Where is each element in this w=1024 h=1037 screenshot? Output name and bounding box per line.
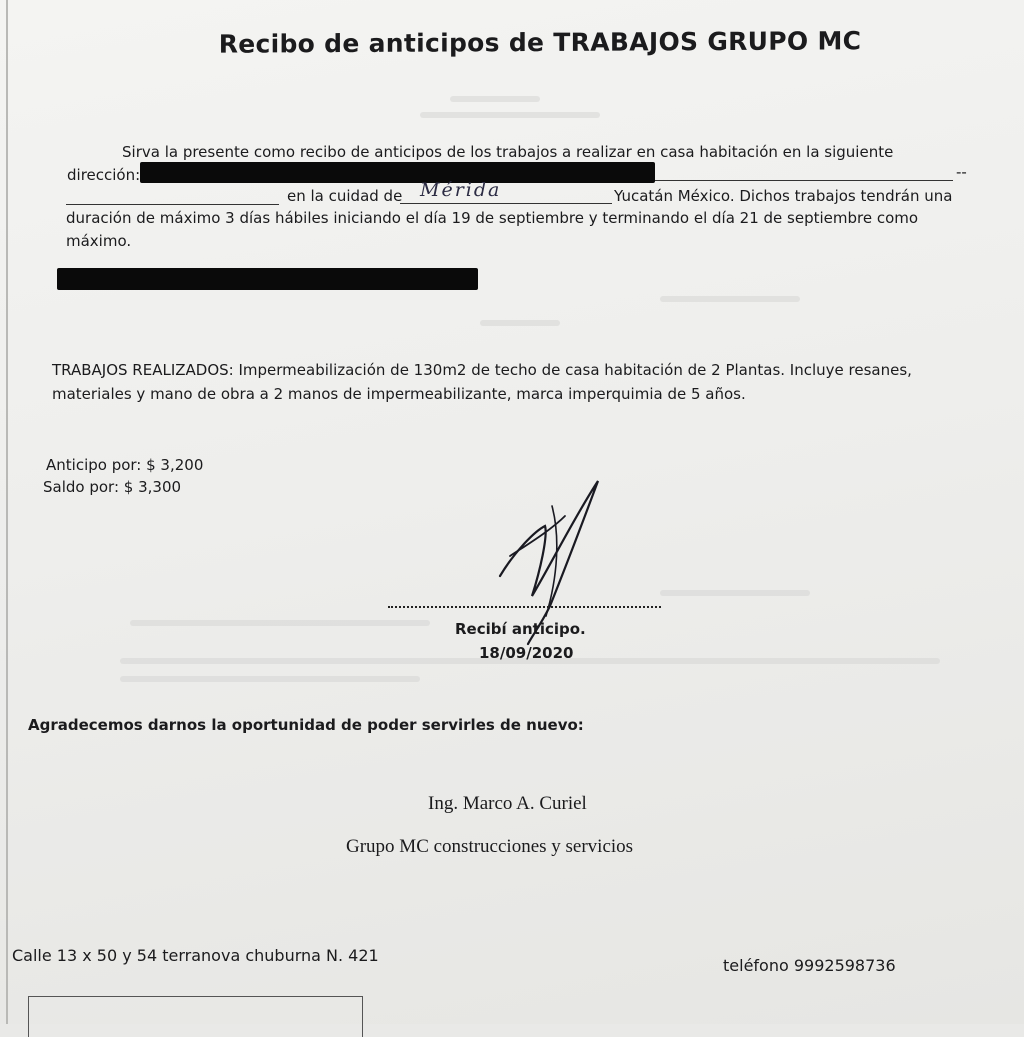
signer-name: Ing. Marco A. Curiel [428,793,587,814]
show-through-mark [480,320,560,326]
ciudad-prefix: en la cuidad de [287,187,403,205]
receipt-date: 18/09/2020 [479,644,574,662]
ciudad-handwritten: Mérida [420,179,502,201]
intro-text: Sirva la presente como recibo de anticipos de los trabajos a realizar en casa habitación en la siguiente [122,143,894,161]
maximo-text: máximo. [66,232,132,250]
show-through-mark [130,620,430,626]
show-through-mark [660,590,810,596]
ciudad-underline [400,203,612,204]
saldo-amount: Saldo por: $ 3,300 [43,478,182,496]
company-address: Calle 13 x 50 y 54 terranova chuburna N. 421 [12,946,379,965]
show-through-mark [120,676,420,682]
direccion-dash: -- [956,163,967,181]
signer-company: Grupo MC construcciones y servicios [346,836,634,857]
company-phone: teléfono 9992598736 [723,956,896,975]
address-underline [655,180,953,181]
show-through-mark [450,96,540,102]
trabajos-text-line2: materiales y mano de obra a 2 manos de impermeabilizante, marca imperquimia de 5 años. [52,385,746,403]
direccion-label: dirección: [67,166,141,184]
page-edge [6,0,8,1024]
ciudad-suffix: Yucatán México. Dichos trabajos tendrán una [614,187,953,205]
trabajos-text-line1: TRABAJOS REALIZADOS: Impermeabilización de 130m2 de techo de casa habitación de 2 Plantas. Incluye resanes, [52,361,912,379]
address-continuation-line [66,204,279,205]
document-title: Recibo de anticipos de TRABAJOS GRUPO MC [218,26,862,59]
duracion-text: duración de máximo 3 días hábiles iniciando el día 19 de septiembre y terminando el día 21 de septiembre como [66,209,919,227]
show-through-mark [420,112,600,118]
signature-line [388,606,661,608]
anticipo-amount: Anticipo por: $ 3,200 [46,456,204,474]
redacted-address [140,162,655,183]
bottom-box-outline [28,996,363,1037]
redacted-client-name [57,268,478,290]
agradecemos-text: Agradecemos darnos la oportunidad de poder servirles de nuevo: [28,716,584,734]
show-through-mark [660,296,800,302]
recibi-label: Recibí anticipo. [455,620,586,638]
